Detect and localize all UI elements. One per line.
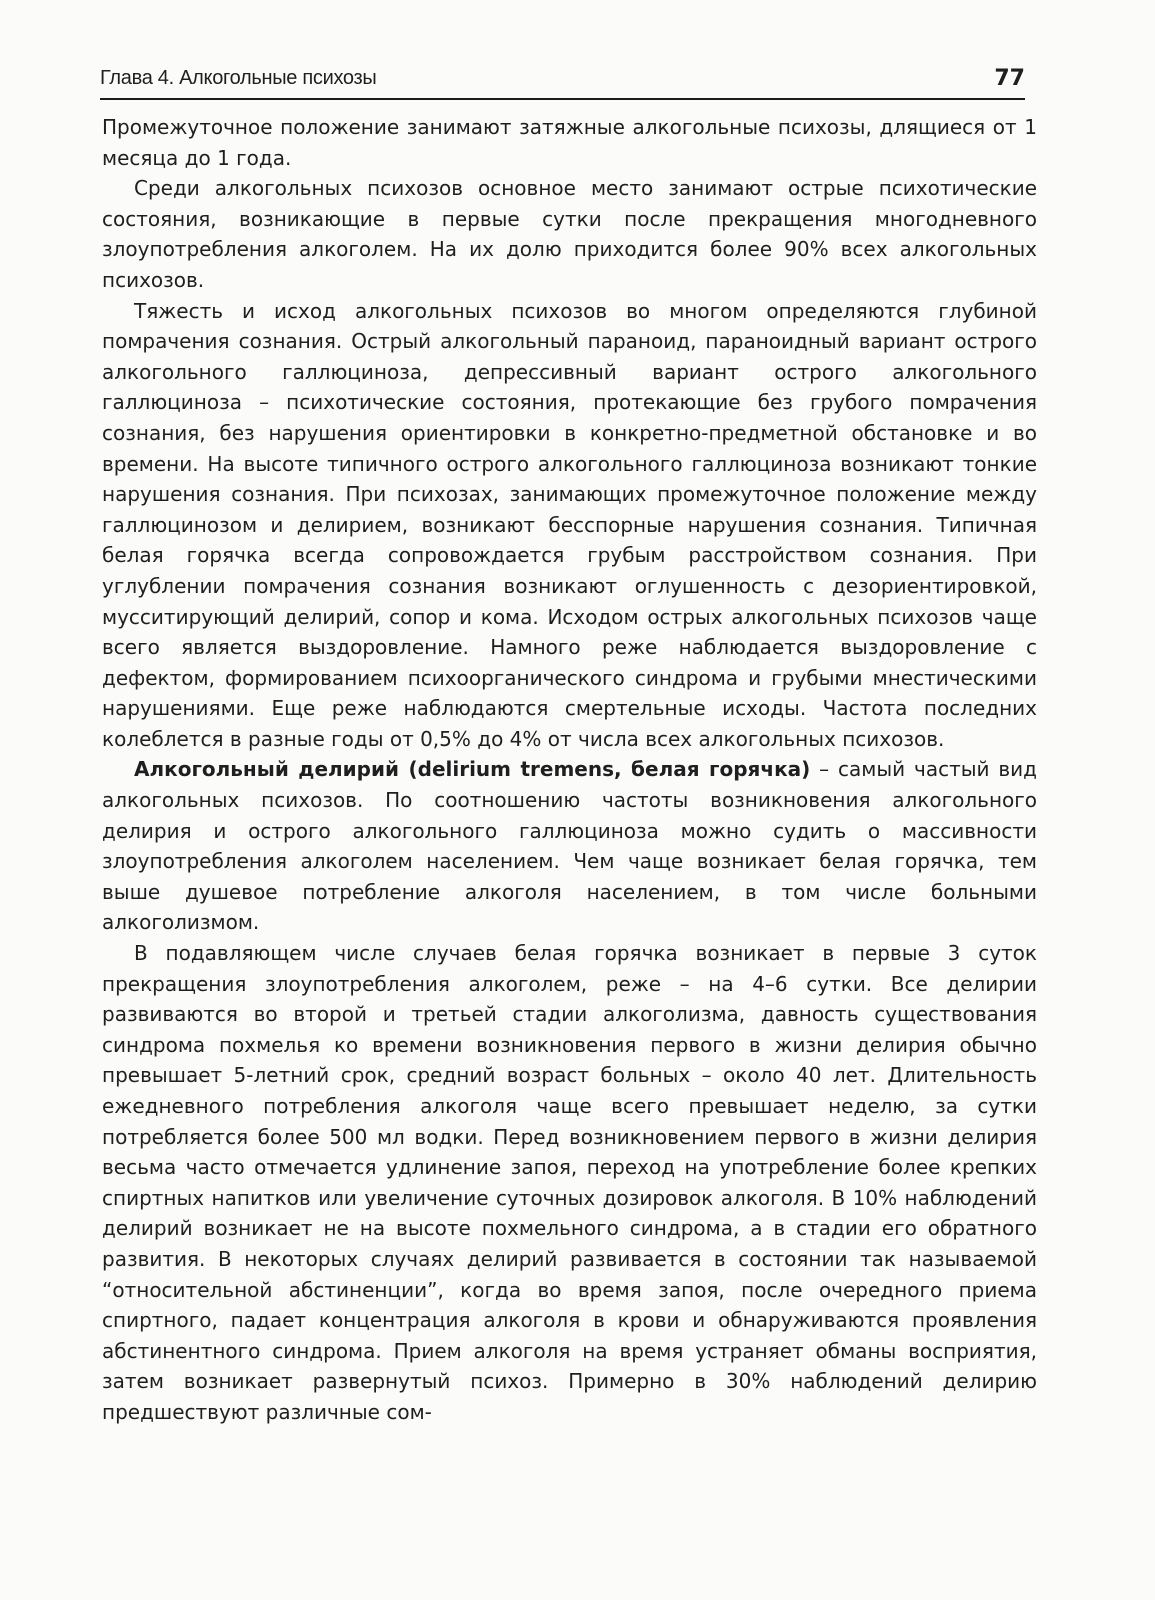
- paragraph-2: Среди алкогольных психозов основное место занимают острые психотические состояния, возникающие в первые сутки после прекращения многодневного злоупотребления алкоголем. На их долю приходится более 90% всех алкогольных психозов.: [102, 176, 1037, 292]
- chapter-title: Глава 4. Алкогольные психозы: [100, 66, 377, 89]
- paragraph-1: Промежуточное положение занимают затяжные алкогольные психозы, длящиеся от 1 месяца до 1 года.: [102, 115, 1037, 170]
- paragraph-4-text: – самый частый вид алкогольных психозов. По соотношению частоты возникновения алкогольного делирия и острого алкогольного галлюциноза можно судить о массивности злоупотребления алкоголем населением. Чем чаще возникает белая горячка, тем выше душевое потребление алкоголя населением, в том числе больными алкоголизмом.: [102, 757, 1037, 935]
- body-text: [102, 112, 1037, 1428]
- paragraph-3: Тяжесть и исход алкогольных психозов во многом определяются глубиной помрачения сознания. Острый алкогольный параноид, параноидный вариант острого алкогольного галлюциноза, депрессивный вариант острого алкогольного галлюциноза – психотические состояния, протекающие без грубого помрачения сознания, без нарушения ориентировки в конкретно-предметной обстановке и во времени. На высоте типичного острого алкогольного галлюциноза возникают тонкие нарушения сознания. При психозах, занимающих промежуточное положение между галлюцинозом и делирием, возникают бесспорные нарушения сознания. Типичная белая горячка всегда сопровождается грубым расстройством сознания. При углублении помрачения сознания возникают оглушенность с дезориентировкой, мусситирующий делирий, сопор и кома. Исходом острых алкогольных психозов чаще всего является выздоровление. Намного реже наблюдается выздоровление с дефектом, формированием психоорганического синдрома и грубыми мнестическими нарушениями. Еще реже наблюдаются смертельные исходы. Частота последних колеблется в разные годы от 0,5% до 4% от числа всех алкогольных психозов.: [102, 298, 1037, 751]
- term-alcoholic-delirium: Алкогольный делирий (delirium tremens, белая горячка): [134, 757, 811, 782]
- paragraph-4: [102, 754, 1037, 938]
- paragraph-5: В подавляющем числе случаев белая горячка возникает в первые 3 суток прекращения злоупотребления алкоголем, реже – на 4–6 сутки. Все делирии развиваются во второй и третьей стадии алкоголизма, давность существования синдрома похмелья ко времени возникновения первого в жизни делирия обычно превышает 5-летний срок, средний возраст больных – около 40 лет. Длительность ежедневного потребления алкоголя чаще всего превышает неделю, за сутки потребляется более 500 мл водки. Перед возникновением первого в жизни делирия весьма часто отмечается удлинение запоя, переход на употребление более крепких спиртных напитков или увеличение суточных дозировок алкоголя. В 10% наблюдений делирий возникает не на высоте похмельного синдрома, а в стадии его обратного развития. В некоторых случаях делирий развивается в состоянии так называемой “относительной абстиненции”, когда во время запоя, после очередного приема спиртного, падает концентрация алкоголя в крови и обнаруживаются проявления абстинентного синдрома. Прием алкоголя на время устраняет обманы восприятия, затем возникает развернутый психоз. Примерно в 30% наблюдений делирию предшествуют различные сом-: [102, 941, 1037, 1424]
- page-number: 77: [994, 65, 1025, 91]
- running-header: [100, 58, 1025, 100]
